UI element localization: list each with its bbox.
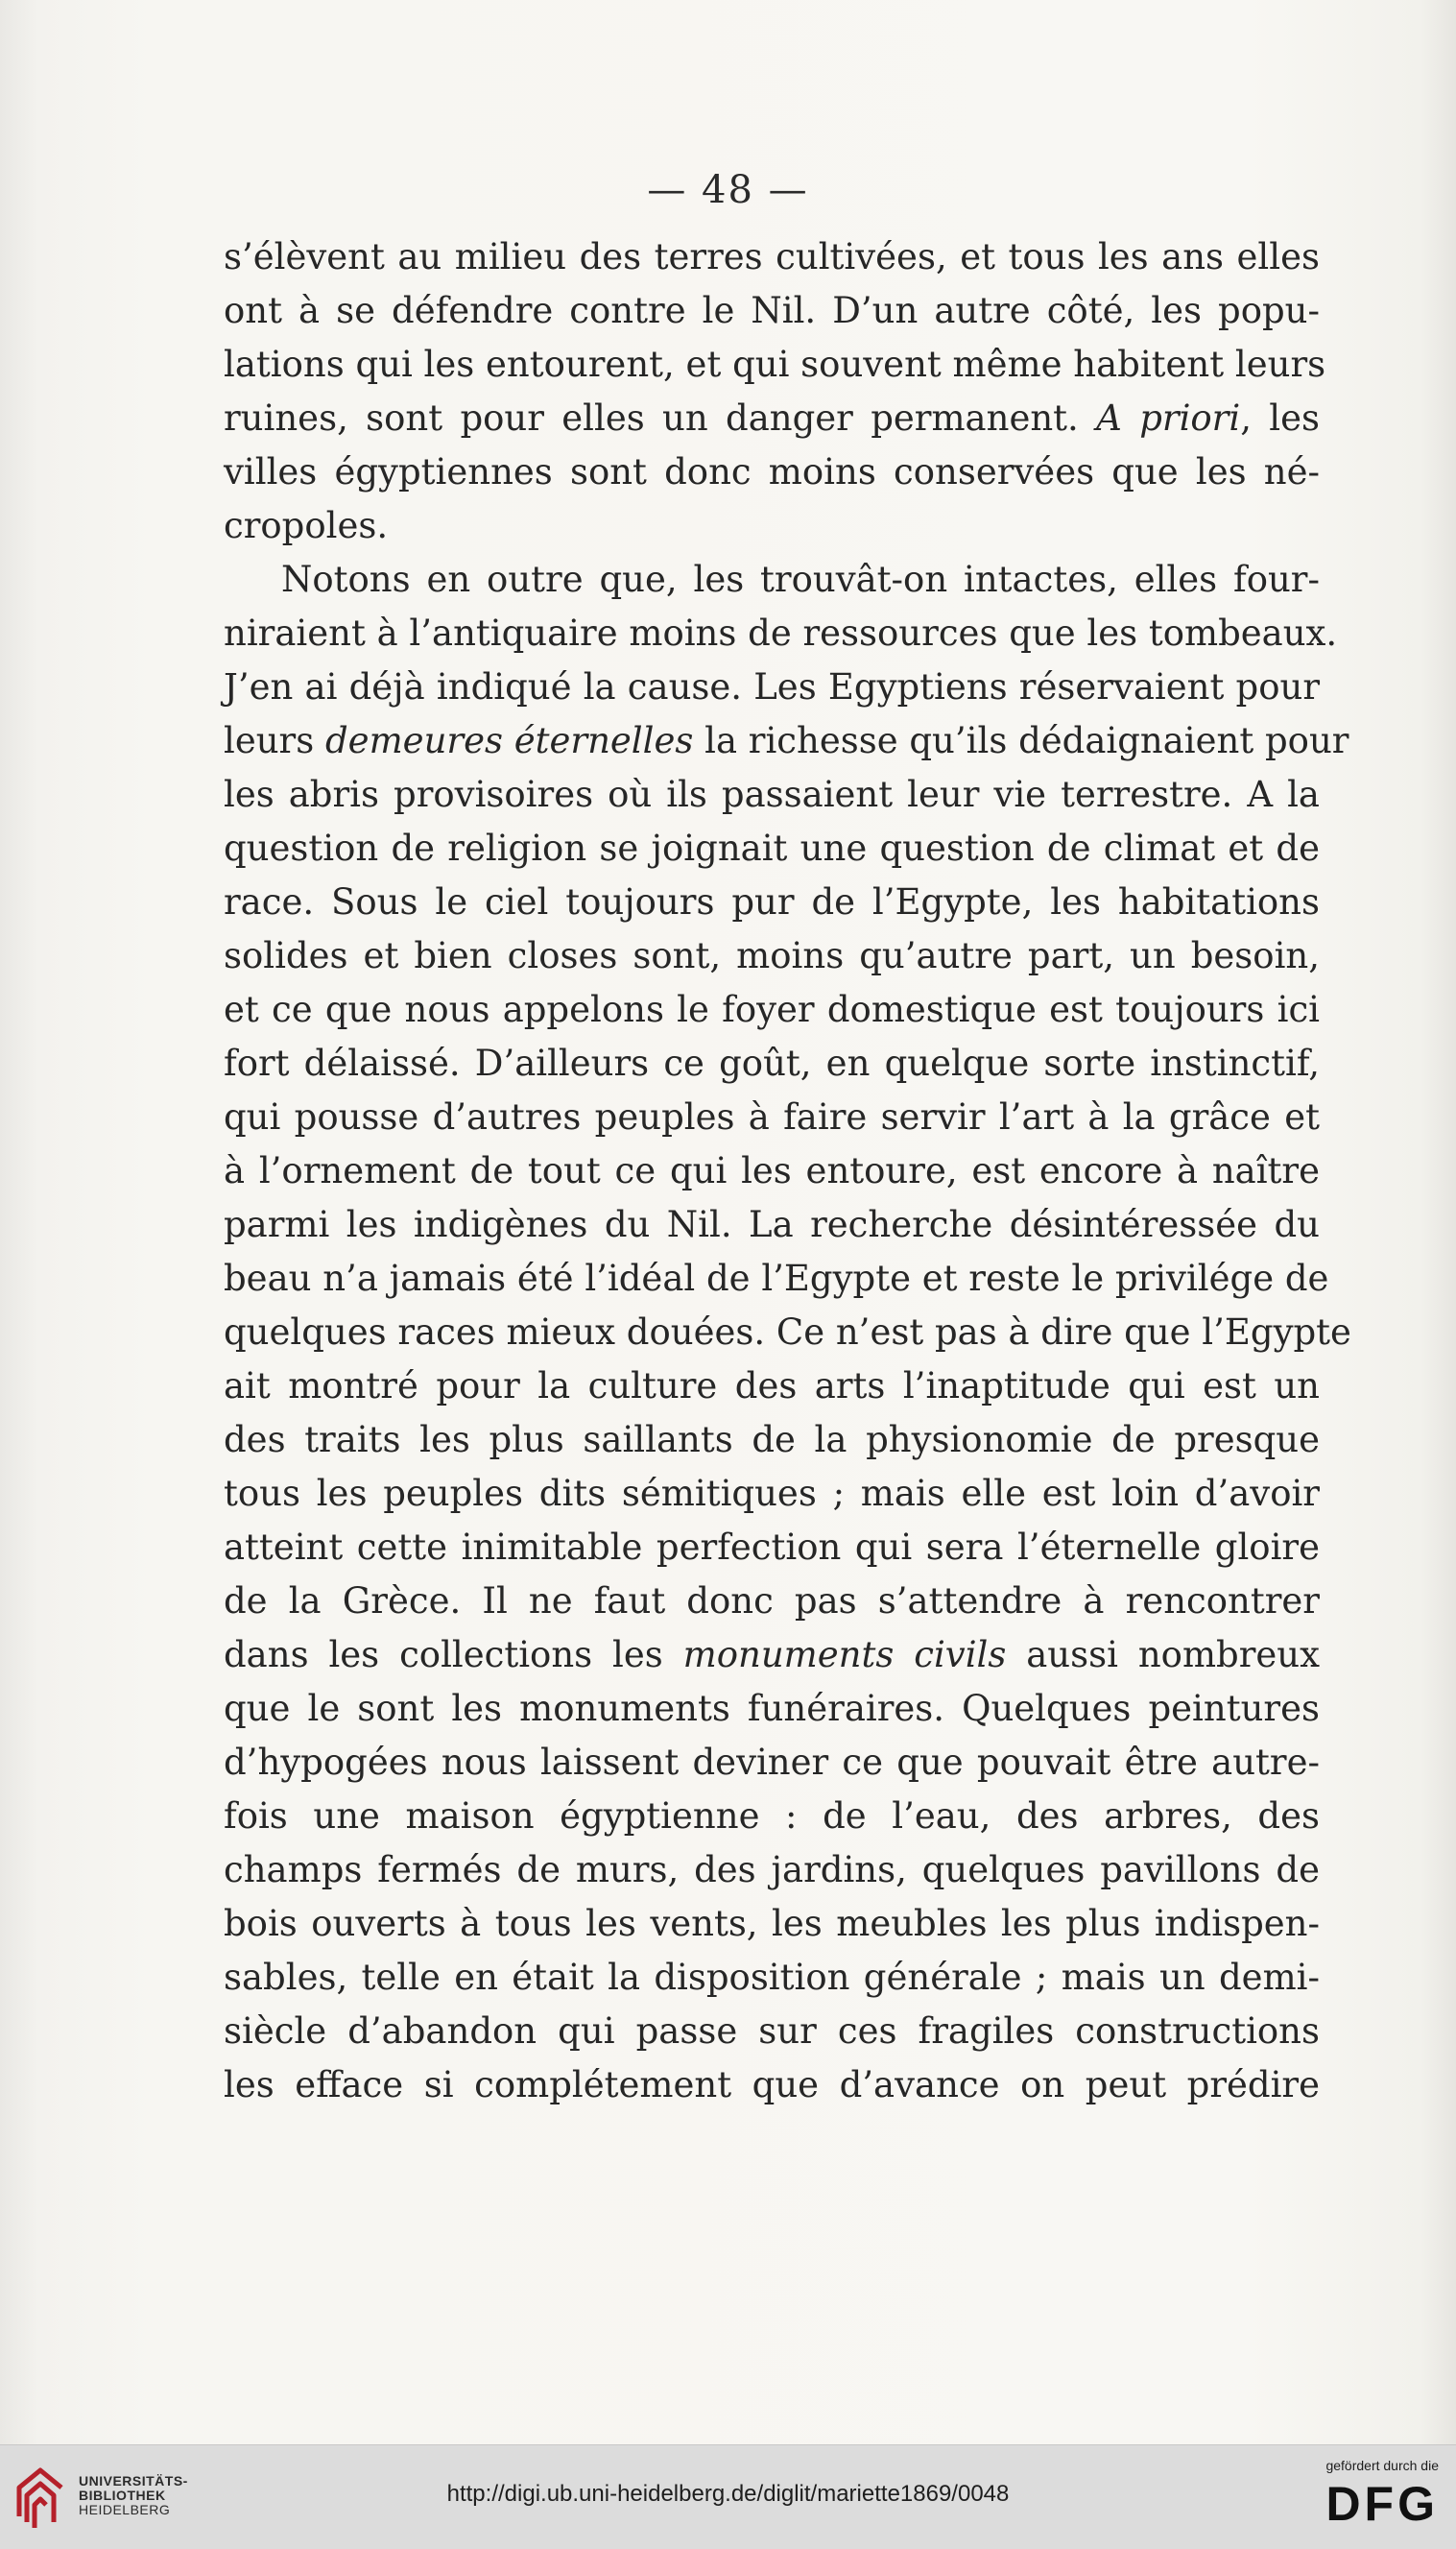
text-line	[224, 2005, 1320, 2058]
text-segment: race. Sous le ciel toujours pur de l’Egypte, les habitations	[224, 881, 1320, 923]
text-segment: beau n’a jamais été l’idéal de l’Egypte et reste le privilége de	[224, 1258, 1329, 1299]
dfg-logo-icon: DFG	[1325, 2477, 1439, 2531]
text-segment: tous les peuples dits sémitiques ; mais elle est loin d’avoir	[224, 1473, 1320, 1514]
text-line	[224, 338, 1326, 392]
text-segment: parmi les indigènes du Nil. La recherche désintéressée du	[224, 1204, 1320, 1245]
text-segment: lations qui les entourent, et qui souvent même habitent leurs	[224, 344, 1326, 385]
text-segment: de la Grèce. Il ne faut donc pas s’attendre à rencontrer	[224, 1580, 1320, 1622]
text-segment: les abris provisoires où ils passaient leur vie terrestre. A la	[224, 774, 1320, 815]
text-line	[224, 2058, 1320, 2112]
text-segment: sables, telle en était la disposition générale ; mais un demi-	[224, 1957, 1320, 1998]
text-segment: fort délaissé. D’ailleurs ce goût, en quelque sorte instinctif,	[224, 1043, 1320, 1084]
text-line	[224, 929, 1320, 983]
text-line	[224, 714, 1349, 768]
text-line	[224, 230, 1320, 284]
text-line	[224, 1359, 1320, 1413]
text-line	[224, 1306, 1351, 1359]
library-name-line-1: UNIVERSITÄTS-	[79, 2473, 188, 2489]
text-segment: champs fermés de murs, des jardins, quelques pavillons de	[224, 1849, 1320, 1890]
funder-label: gefördert durch die	[1325, 2458, 1439, 2473]
text-segment: ont à se défendre contre le Nil. D’un autre côté, les popu-	[224, 290, 1320, 331]
text-line	[224, 1575, 1320, 1628]
text-segment: la richesse qu’ils dédaignaient pour	[693, 720, 1349, 761]
text-line	[224, 876, 1320, 929]
text-line	[224, 1144, 1320, 1198]
text-line	[224, 445, 1320, 499]
text-line	[224, 1951, 1320, 2005]
italic-text: monuments civils	[682, 1634, 1007, 1675]
text-segment: quelques races mieux douées. Ce n’est pas à dire que l’Egypte	[224, 1311, 1351, 1353]
text-segment: Notons en outre que, les trouvât-on intactes, elles four-	[281, 559, 1320, 600]
text-line	[224, 661, 1320, 714]
text-segment: atteint cette inimitable perfection qui sera l’éternelle gloire	[224, 1527, 1320, 1568]
text-line	[224, 1521, 1320, 1575]
text-segment: niraient à l’antiquaire moins de ressources que les tombeaux.	[224, 613, 1338, 654]
text-line	[224, 1897, 1320, 1951]
text-segment: ait montré pour la culture des arts l’inaptitude qui est un	[224, 1365, 1320, 1407]
library-name-line-3: HEIDELBERG	[79, 2502, 171, 2517]
text-segment: que le sont les monuments funéraires. Quelques peintures	[224, 1688, 1320, 1729]
text-line	[224, 392, 1320, 445]
text-segment: question de religion se joignait une question de climat et de	[224, 828, 1320, 869]
text-segment: cropoles.	[224, 505, 389, 546]
text-line	[224, 1037, 1320, 1091]
text-line	[224, 768, 1320, 822]
text-line	[224, 1198, 1320, 1252]
text-line	[224, 553, 1320, 607]
text-line	[224, 499, 1320, 553]
text-line	[224, 1790, 1320, 1843]
text-line	[224, 1682, 1320, 1736]
text-segment: à l’ornement de tout ce qui les entoure, est encore à naître	[224, 1150, 1320, 1191]
text-line	[224, 1467, 1320, 1521]
text-segment: dans les collections les	[224, 1634, 683, 1675]
text-line	[224, 1736, 1320, 1790]
text-line	[224, 822, 1320, 876]
text-line	[224, 284, 1320, 338]
permalink-url[interactable]: http://digi.ub.uni-heidelberg.de/diglit/mariette1869/0048	[446, 2481, 1010, 2507]
italic-text: A priori	[1096, 397, 1241, 439]
text-segment: , les	[1240, 397, 1321, 439]
text-segment: les efface si complétement que d’avance on peut prédire	[224, 2064, 1320, 2105]
text-segment: fois une maison égyptienne : de l’eau, des arbres, des	[224, 1795, 1320, 1837]
text-segment: siècle d’abandon qui passe sur ces fragiles constructions	[224, 2010, 1320, 2052]
text-line	[224, 1413, 1320, 1467]
library-name-line-2: BIBLIOTHEK	[79, 2488, 166, 2503]
text-segment: ruines, sont pour elles un danger permanent.	[224, 397, 1097, 439]
text-line	[224, 1843, 1320, 1897]
text-segment: d’hypogées nous laissent deviner ce que pouvait être autre-	[224, 1742, 1320, 1783]
text-segment: bois ouverts à tous les vents, les meubles les plus indispen-	[224, 1903, 1320, 1944]
funder-credit[interactable]	[1256, 2458, 1439, 2529]
text-segment: et ce que nous appelons le foyer domestique est toujours ici	[224, 989, 1320, 1030]
text-line	[224, 1252, 1329, 1306]
body-text	[224, 230, 1351, 2112]
text-line	[224, 983, 1320, 1037]
text-line	[224, 607, 1338, 661]
text-segment: des traits les plus saillants de la physionomie de presque	[224, 1419, 1320, 1460]
italic-text: demeures éternelles	[325, 720, 694, 761]
text-line	[224, 1628, 1320, 1682]
text-segment: aussi nombreux	[1006, 1634, 1320, 1675]
text-segment: J’en ai déjà indiqué la cause. Les Egyptiens réservaient pour	[224, 666, 1320, 708]
text-segment: leurs	[224, 720, 325, 761]
text-segment: s’élèvent au milieu des terres cultivées, et tous les ans elles	[224, 236, 1320, 277]
text-segment: qui pousse d’autres peuples à faire servir l’art à la grâce et	[224, 1096, 1320, 1138]
text-segment: solides et bien closes sont, moins qu’autre part, un besoin,	[224, 935, 1320, 976]
page-number: — 48 —	[647, 168, 809, 212]
text-line	[224, 1091, 1320, 1144]
text-segment: villes égyptiennes sont donc moins conservées que les né-	[224, 451, 1320, 493]
